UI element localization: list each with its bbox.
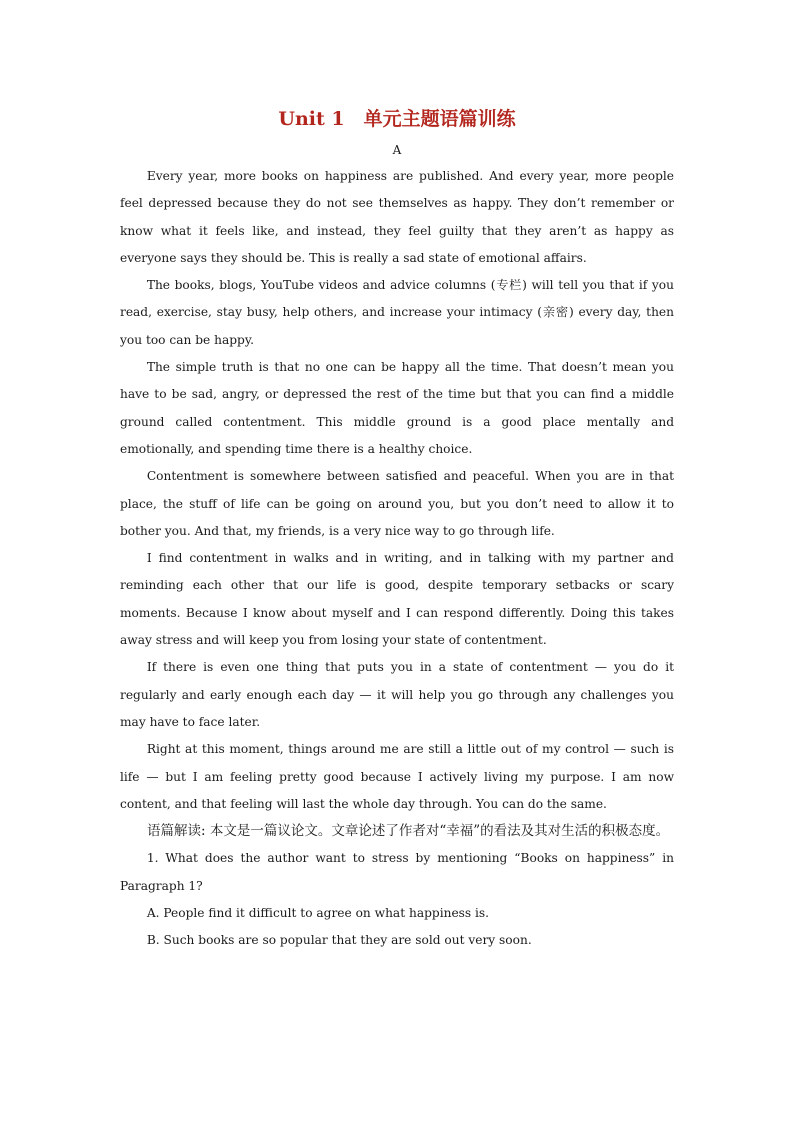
option-b: B. Such books are so popular that they are sold out very soon. bbox=[146, 933, 532, 948]
passage-paragraph-7: Right at this moment, things around me are still a little out of my control — such is life — but I am feeling pretty good because I actively living my purpose. I am now content, and that feeling will last the whole day through. You can do the same. bbox=[120, 742, 674, 811]
section-label: A bbox=[392, 143, 402, 157]
passage-paragraph-6: If there is even one thing that puts you in a state of contentment — you do it regularly and early enough each day — it will help you go through any challenges you may have to face later. bbox=[120, 660, 674, 729]
passage-paragraph-2: The books, blogs, YouTube videos and advice columns (专栏) will tell you that if you read, exercise, stay busy, help others, and increase your intimacy (亲密) every day, then you too can be happy. bbox=[120, 278, 674, 347]
passage-paragraph-4: Contentment is somewhere between satisfied and peaceful. When you are in that place, the stuff of life can be going on around you, but you don’t need to allow it to bother you. And that, my friends, is a very nice way to go through life. bbox=[120, 469, 674, 538]
question-stem: 1. What does the author want to stress by mentioning “Books on happiness” in Paragraph 1? bbox=[120, 851, 674, 893]
passage-paragraph-5: I find contentment in walks and in writing, and in talking with my partner and reminding each other that our life is good, despite temporary setbacks or scary moments. Because I know about myself and I can respond differently. Doing this takes away stress and will keep you from losing your state of contentment. bbox=[120, 551, 674, 648]
passage-paragraph-1: Every year, more books on happiness are published. And every year, more people feel depressed because they do not see themselves as happy. They don’t remember or know what it feels like, and instead, they feel guilty that they aren’t as happy as everyone says they should be. This is really a sad state of emotional affairs. bbox=[120, 169, 674, 265]
passage-analysis: 语篇解读: 本文是一篇议论文。文章论述了作者对“幸福”的看法及其对生活的积极态度。 bbox=[147, 823, 670, 840]
passage bbox=[120, 163, 674, 818]
passage-paragraph-3: The simple truth is that no one can be happy all the time. That doesn’t mean you have to be sad, angry, or depressed the rest of the time but that you can find a middle ground called contentment. This middle ground is a good place mentally and emotionally, and spending time there is a healthy choice. bbox=[120, 360, 674, 456]
question-1 bbox=[120, 845, 674, 954]
unit-title: Unit 1 单元主题语篇训练 bbox=[278, 108, 516, 130]
option-a: A. People find it difficult to agree on what happiness is. bbox=[146, 906, 490, 921]
